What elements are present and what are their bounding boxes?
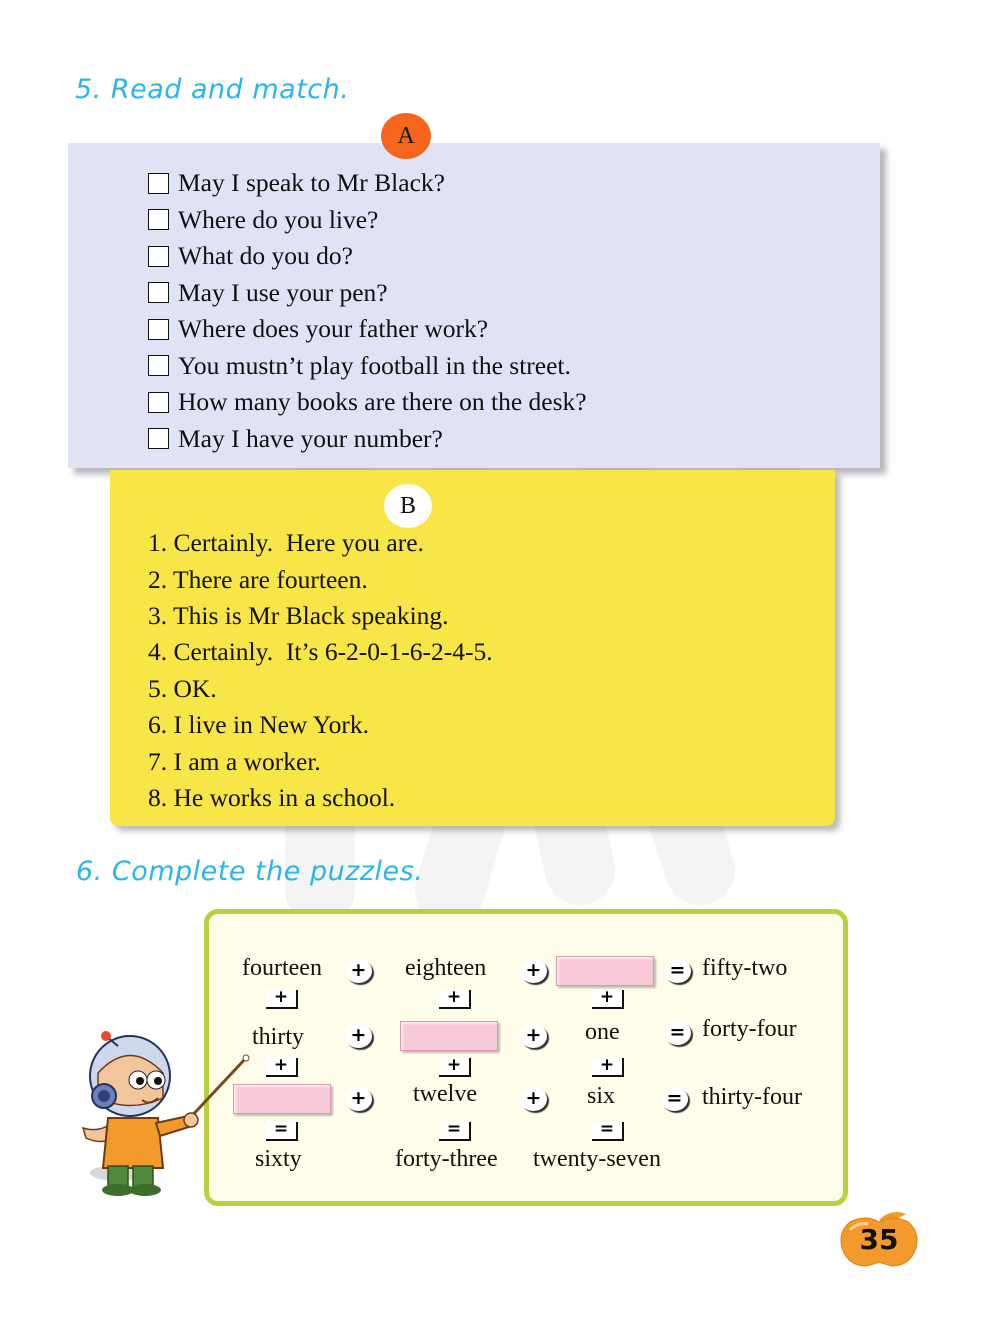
vertical-equals-sign: = bbox=[592, 1122, 624, 1141]
question-item bbox=[148, 165, 587, 202]
puzzle-word: eighteen bbox=[405, 955, 487, 981]
puzzle-word: one bbox=[585, 1019, 620, 1045]
answer-item: 1. Certainly. Here you are. bbox=[148, 528, 424, 558]
question-item bbox=[148, 384, 587, 421]
answer-item: 3. This is Mr Black speaking. bbox=[148, 600, 449, 630]
answer-item: 6. I live in New York. bbox=[148, 710, 369, 740]
answer-checkbox[interactable] bbox=[148, 246, 169, 267]
plus-sign: + bbox=[520, 1024, 547, 1048]
question-item bbox=[148, 238, 587, 275]
question-item bbox=[148, 311, 587, 348]
vertical-plus-sign: + bbox=[592, 990, 624, 1009]
vertical-equals-sign: = bbox=[266, 1122, 298, 1141]
puzzle-blank-input[interactable] bbox=[400, 1021, 498, 1051]
box-a-question-list bbox=[148, 165, 587, 457]
equals-sign: = bbox=[664, 959, 691, 983]
answer-checkbox[interactable] bbox=[148, 355, 169, 376]
question-text: May I use your pen? bbox=[178, 277, 388, 307]
plus-sign: + bbox=[345, 959, 372, 983]
question-item bbox=[148, 348, 587, 385]
column-result: forty-three bbox=[395, 1146, 498, 1172]
puzzle-blank-input[interactable] bbox=[556, 956, 654, 986]
answer-item: 7. I am a worker. bbox=[148, 746, 321, 776]
box-a-badge: A bbox=[381, 113, 431, 159]
plus-sign: + bbox=[520, 1087, 547, 1111]
answer-checkbox[interactable] bbox=[148, 173, 169, 194]
answer-checkbox[interactable] bbox=[148, 319, 169, 340]
vertical-plus-sign: + bbox=[592, 1058, 624, 1077]
answer-checkbox[interactable] bbox=[148, 392, 169, 413]
puzzle-result: forty-four bbox=[702, 1016, 797, 1042]
answer-item: 8. He works in a school. bbox=[148, 782, 396, 812]
question-text: May I have your number? bbox=[178, 423, 443, 453]
question-text: How many books are there on the desk? bbox=[178, 387, 587, 417]
answer-checkbox[interactable] bbox=[148, 209, 169, 230]
plus-sign: + bbox=[345, 1024, 372, 1048]
answer-item: 5. OK. bbox=[148, 673, 217, 703]
vertical-plus-sign: + bbox=[439, 990, 471, 1009]
page-number: 35 bbox=[859, 1223, 899, 1256]
question-item bbox=[148, 202, 587, 239]
puzzle-word: twelve bbox=[413, 1081, 477, 1107]
section-5-title: 5. Read and match. bbox=[75, 74, 350, 105]
answer-checkbox[interactable] bbox=[148, 282, 169, 303]
puzzle-word: fourteen bbox=[242, 955, 322, 981]
column-result: sixty bbox=[255, 1146, 302, 1172]
puzzle-word: six bbox=[587, 1083, 616, 1109]
vertical-equals-sign: = bbox=[439, 1122, 471, 1141]
vertical-plus-sign: + bbox=[439, 1058, 471, 1077]
vertical-plus-sign: + bbox=[266, 990, 298, 1009]
cartoon-boy-illustration bbox=[68, 1028, 258, 1208]
question-item bbox=[148, 421, 587, 458]
question-item bbox=[148, 275, 587, 312]
column-result: twenty-seven bbox=[533, 1146, 661, 1172]
equals-sign: = bbox=[661, 1087, 688, 1111]
box-b-answer-list bbox=[148, 525, 493, 816]
puzzle-word: thirty bbox=[252, 1024, 304, 1050]
section-6-title: 6. Complete the puzzles. bbox=[76, 856, 424, 887]
puzzle-result: thirty-four bbox=[702, 1084, 802, 1110]
question-text: Where does your father work? bbox=[178, 314, 489, 344]
answer-checkbox[interactable] bbox=[148, 428, 169, 449]
question-text: Where do you live? bbox=[178, 204, 379, 234]
question-text: You mustn’t play football in the street. bbox=[178, 350, 571, 380]
vertical-plus-sign: + bbox=[266, 1058, 298, 1077]
plus-sign: + bbox=[345, 1087, 372, 1111]
box-b-badge: B bbox=[384, 484, 432, 528]
equals-sign: = bbox=[664, 1021, 691, 1045]
answer-item: 2. There are fourteen. bbox=[148, 564, 368, 594]
answer-item: 4. Certainly. It’s 6-2-0-1-6-2-4-5. bbox=[148, 637, 493, 667]
question-text: May I speak to Mr Black? bbox=[178, 168, 445, 198]
plus-sign: + bbox=[520, 959, 547, 983]
question-text: What do you do? bbox=[178, 241, 353, 271]
puzzle-result: fifty-two bbox=[702, 955, 788, 981]
